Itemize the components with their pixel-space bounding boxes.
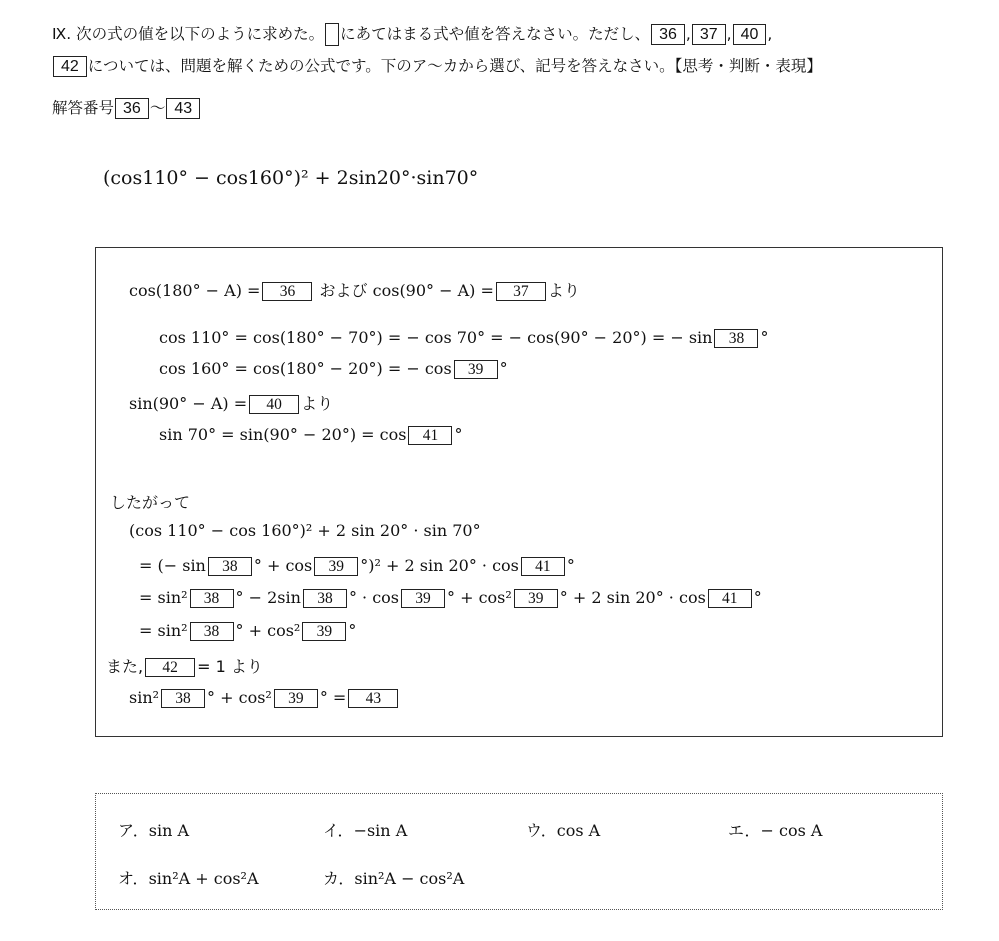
answer-box: 39 [302,622,346,641]
text: = sin² [139,588,188,607]
answer-numbers-label: 解答番号 [52,99,115,117]
derivation-line-9 [139,588,762,608]
text: ° + cos² [447,588,512,607]
answer-box: 42 [53,56,87,77]
derivation-line-2 [159,328,768,348]
text: および cos(90° − A) = [319,281,494,300]
text: ° [566,556,575,575]
derivation-line-6: したがって [110,493,191,512]
tilde: ～ [149,99,166,117]
answer-box: 38 [208,557,252,576]
derivation-line-10 [139,621,356,641]
text: ° [760,328,769,347]
option-expr: sin²A + cos²A [148,869,259,888]
separator: , [767,25,773,43]
text: sin 70° = sin(90° − 20°) = cos [159,425,407,444]
answer-box: 41 [521,557,565,576]
option-a [118,818,189,841]
instruction-text: については、問題を解くための公式です。下のア～カから選び、記号を答えなさい。【思考・判断・表現】 [87,57,822,75]
derivation-line-11 [106,654,263,677]
text: より [547,281,580,300]
option-expr: − cos A [760,821,823,840]
answer-box: 36 [262,282,312,301]
text: °)² + 2 sin 20° · cos [360,556,519,575]
answer-box: 38 [161,689,205,708]
blank-box-icon [325,23,339,46]
derivation-line-4 [129,391,333,414]
option-c [526,818,600,841]
option-label: ア． [118,821,149,840]
text: cos(180° − A) = [129,281,261,300]
separator: , [685,25,691,43]
text: より [301,394,334,413]
text: sin(90° − A) = [129,394,248,413]
text: cos 160° = cos(180° − 20°) = − cos [159,359,452,378]
answer-box: 36 [651,24,685,45]
answer-box: 38 [190,589,234,608]
option-label: ウ． [526,821,557,840]
answer-box: 40 [249,395,299,414]
answer-box: 39 [274,689,318,708]
text: ° [753,588,762,607]
derivation-line-3 [159,359,508,379]
text: ° [348,621,357,640]
derivation-line-1 [129,278,580,301]
option-label: オ． [118,869,149,888]
options-frame [95,793,943,910]
separator: , [726,25,732,43]
answer-box: 39 [314,557,358,576]
text: sin² [129,688,160,707]
derivation-line-12 [129,688,400,708]
text: = sin² [139,621,188,640]
option-label: カ． [323,869,355,888]
text: ° − 2sin [235,588,301,607]
text: また, [106,657,144,676]
instruction-line-2 [52,54,822,79]
text: ° = [319,688,347,707]
option-expr: cos A [556,821,601,840]
option-e [118,866,259,889]
answer-box: 39 [454,360,498,379]
answer-box: 40 [733,24,767,45]
answer-box: 39 [401,589,445,608]
option-expr: sin A [148,821,190,840]
option-expr: −sin A [353,821,408,840]
derivation-line-7: (cos 110° − cos 160°)² + 2 sin 20° · sin 70° [129,521,481,540]
answer-box: 38 [714,329,758,348]
answer-box: 38 [303,589,347,608]
main-expression: (cos110° − cos160°)² + 2sin20°·sin70° [103,167,479,189]
text: ° + 2 sin 20° · cos [559,588,706,607]
derivation-line-8 [139,556,575,576]
derivation-line-5 [159,425,462,445]
instruction-line-1 [52,22,772,47]
answer-box: 42 [145,658,195,677]
option-expr: sin²A − cos²A [354,869,465,888]
answer-box: 36 [115,98,149,119]
answer-box: 37 [692,24,726,45]
option-label: エ． [728,821,761,840]
text: ° + cos² [235,621,301,640]
option-d [728,818,822,841]
text: = 1 より [197,657,263,676]
text: ° + cos [253,556,313,575]
answer-box: 41 [408,426,452,445]
option-f [323,866,464,889]
answer-box: 39 [514,589,558,608]
text: ° [454,425,463,444]
text: ° + cos² [207,688,272,707]
option-b [323,818,407,841]
answer-numbers [52,96,201,121]
text: = (− sin [139,556,206,575]
text: ° [499,359,508,378]
instruction-text: にあてはまる式や値を答えなさい。ただし、 [340,25,651,43]
answer-box: 43 [348,689,398,708]
answer-box: 41 [708,589,752,608]
answer-box: 37 [496,282,546,301]
answer-box: 43 [166,98,200,119]
answer-box: 38 [190,622,234,641]
instruction-text: Ⅸ. 次の式の値を以下のように求めた。 [52,25,325,43]
text: ° · cos [348,588,399,607]
option-label: イ． [323,821,354,840]
text: cos 110° = cos(180° − 70°) = − cos 70° = − cos(90° − 20°) = − sin [159,328,713,347]
